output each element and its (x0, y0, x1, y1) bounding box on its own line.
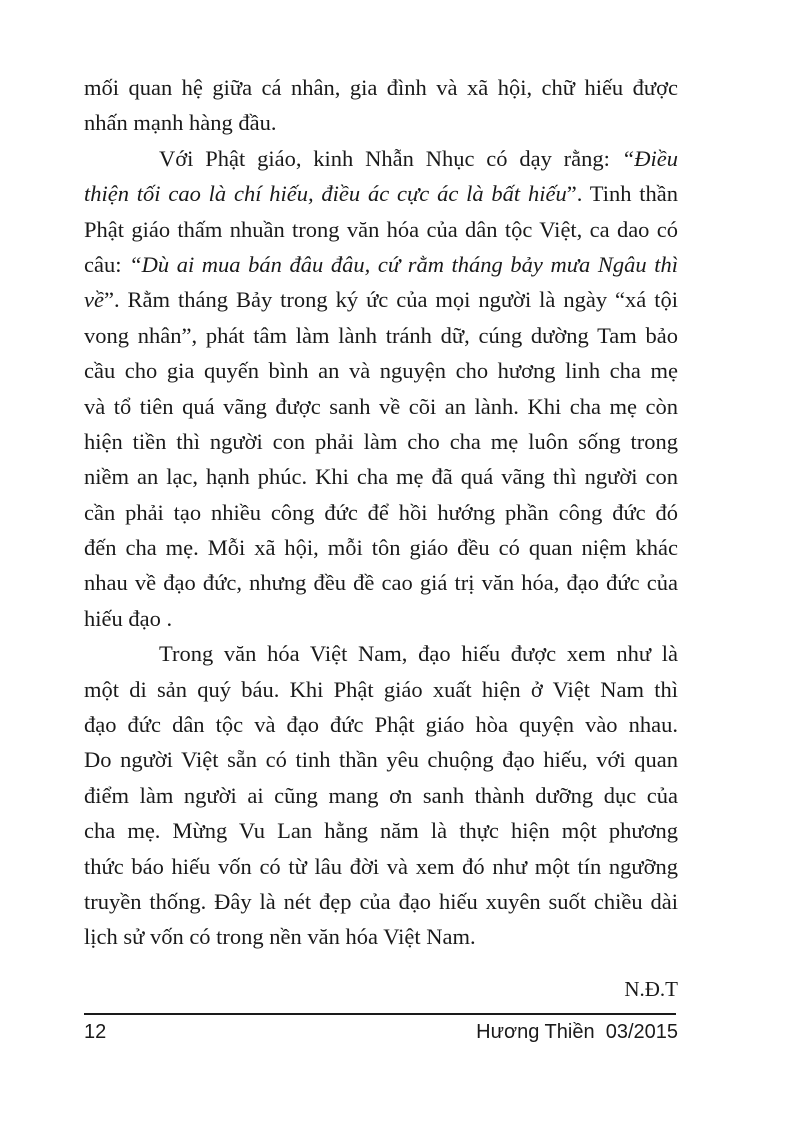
text-line (84, 282, 678, 317)
publication-issue: Hương Thiền 03/2015 (476, 1021, 678, 1043)
text-line: đạo đức dân tộc và đạo đức Phật giáo hòa quyện vào nhau. (84, 712, 678, 738)
text-line: hiện tiền thì người con phải làm cho cha mẹ luôn sống trong (84, 428, 678, 454)
text-run: ”. Tinh thần (566, 181, 678, 207)
text-run: ”. Rằm tháng Bảy trong ký ức của mọi người là ngày “xá tội (103, 287, 678, 313)
text-line (84, 247, 678, 282)
page-number: 12 (84, 1021, 107, 1043)
text-line: nhau về đạo đức, nhưng đều đề cao giá trị văn hóa, đạo đức của (84, 570, 678, 596)
text-line: cầu cho gia quyến bình an và nguyện cho hương linh cha mẹ (84, 358, 678, 384)
text-line: Do người Việt sẵn có tinh thần yêu chuộng đạo hiếu, với quan (84, 747, 678, 773)
quote-run: về (84, 287, 104, 313)
text-run: câu: (84, 251, 130, 277)
text-line: nhấn mạnh hàng đầu. (84, 110, 277, 136)
text-line: mối quan hệ giữa cá nhân, gia đình và xã hội, chữ hiếu được (84, 75, 678, 100)
text-line (84, 176, 678, 211)
author-signature: N.Đ.T (624, 977, 678, 1001)
text-line: điểm làm người ai cũng mang ơn sanh thành dưỡng dục của (84, 782, 678, 808)
text-line: niềm an lạc, hạnh phúc. Khi cha mẹ đã quá vãng thì người con (84, 464, 678, 490)
text-line: cha mẹ. Mừng Vu Lan hằng năm là thực hiện một phương (84, 818, 678, 844)
text-line: lịch sử vốn có trong nền văn hóa Việt Nam. (84, 924, 476, 950)
text-run: Với Phật giáo, kinh Nhẫn Nhục có dạy rằng: (159, 145, 622, 171)
text-line (84, 141, 678, 176)
quote-run: thiện tối cao là chí hiếu, điều ác cực ác là bất hiếu (84, 181, 567, 207)
quote-run: “Dù ai mua bán đâu đâu, cứ rằm tháng bảy mưa Ngâu thì (129, 251, 678, 277)
text-line: hiếu đạo . (84, 605, 173, 631)
text-line: truyền thống. Đây là nét đẹp của đạo hiếu xuyên suốt chiều dài (84, 888, 678, 914)
text-line: một di sản quý báu. Khi Phật giáo xuất hiện ở Việt Nam thì (84, 676, 678, 702)
text-line: vong nhân”, phát tâm làm lành tránh dữ, cúng dường Tam bảo (84, 322, 678, 348)
footer-rule (84, 1013, 676, 1015)
text-line: cần phải tạo nhiều công đức để hồi hướng phần công đức đó (84, 499, 678, 525)
article-body (84, 70, 678, 955)
text-line: và tổ tiên quá vãng được sanh về cõi an lành. Khi cha mẹ còn (84, 393, 678, 419)
text-line: thức báo hiếu vốn có từ lâu đời và xem đó như một tín ngưỡng (84, 853, 678, 879)
text-line: Trong văn hóa Việt Nam, đạo hiếu được xem như là (159, 641, 678, 667)
text-line: Phật giáo thấm nhuần trong văn hóa của dân tộc Việt, ca dao có (84, 216, 678, 242)
quote-run: “Điều (621, 145, 678, 171)
text-line: đến cha mẹ. Mỗi xã hội, mỗi tôn giáo đều có quan niệm khác (84, 535, 678, 561)
